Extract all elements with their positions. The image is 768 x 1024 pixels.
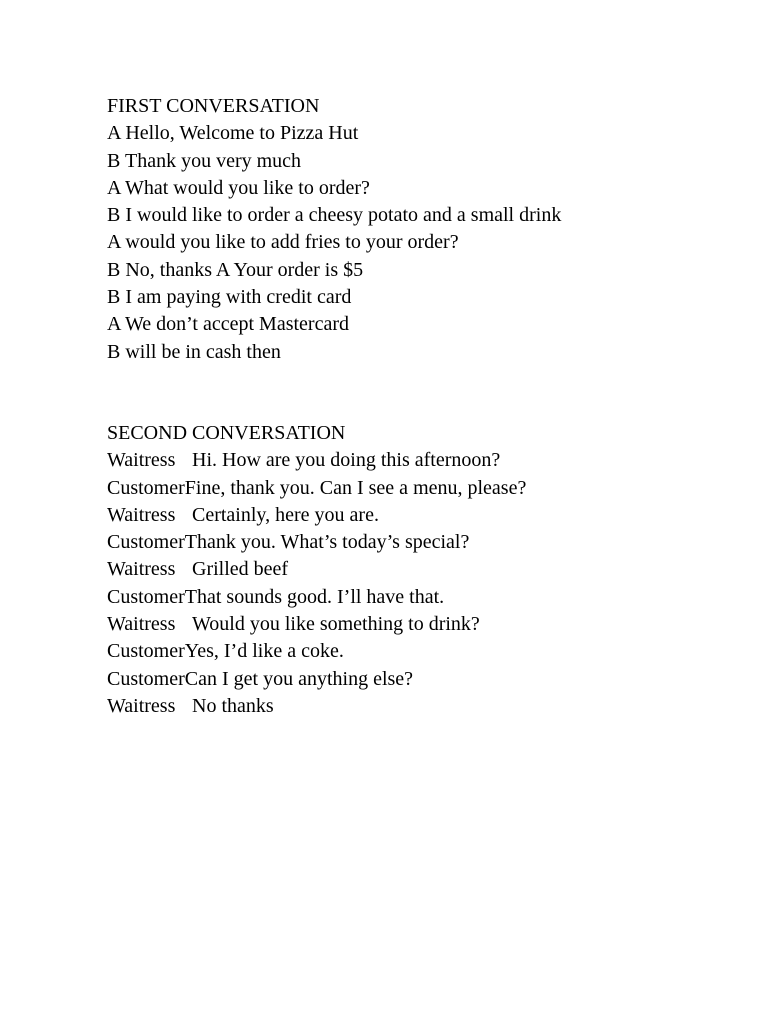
dialogue-text: Would you like something to drink? <box>192 613 480 636</box>
dialogue-text: would you like to add fries to your order? <box>125 231 459 254</box>
speaker-label: Waitress <box>107 613 176 636</box>
first-conversation-heading: FIRST CONVERSATION <box>107 95 320 117</box>
dialogue-text: I am paying with credit card <box>125 286 352 309</box>
dialogue-line <box>107 475 747 502</box>
speaker-label: Customer <box>107 531 185 554</box>
dialogue-text: Thank you. What’s today’s special? <box>184 531 470 554</box>
dialogue-text: Can I get you anything else? <box>184 667 414 690</box>
dialogue-line <box>107 148 747 175</box>
speaker-label: A <box>107 231 121 254</box>
speaker-label: B <box>107 149 121 172</box>
dialogue-line <box>107 175 747 202</box>
second-conversation-heading: SECOND CONVERSATION <box>107 422 346 444</box>
dialogue-text: We don’t accept Mastercard <box>124 313 350 336</box>
dialogue-text: Yes, I’d like a coke. <box>184 640 344 663</box>
speaker-label: Customer <box>107 476 185 499</box>
dialogue-text: Hello, Welcome to Pizza Hut <box>125 122 359 145</box>
dialogue-line <box>107 447 747 474</box>
speaker-label: B <box>107 286 121 309</box>
dialogue-line <box>107 257 747 284</box>
speaker-label: Waitress <box>107 449 176 472</box>
dialogue-line <box>107 611 747 638</box>
dialogue-line <box>107 284 747 311</box>
speaker-label: Customer <box>107 585 185 608</box>
first-conversation <box>107 93 747 366</box>
second-conversation <box>107 420 747 720</box>
speaker-label: Customer <box>107 640 185 663</box>
dialogue-text: What would you like to order? <box>124 176 370 199</box>
dialogue-text: No thanks <box>192 694 274 717</box>
dialogue-line <box>107 666 747 693</box>
speaker-label: A <box>107 176 121 199</box>
dialogue-line <box>107 502 747 529</box>
dialogue-text: Fine, thank you. Can I see a menu, please? <box>184 476 527 499</box>
dialogue-line <box>107 202 747 229</box>
dialogue-line <box>107 229 747 256</box>
dialogue-line <box>107 120 747 147</box>
dialogue-text: No, thanks A Your order is $5 <box>125 258 364 281</box>
dialogue-text: I would like to order a cheesy potato and a small drink <box>125 204 562 227</box>
dialogue-text: Thank you very much <box>124 149 302 172</box>
dialogue-line <box>107 638 747 665</box>
dialogue-line <box>107 529 747 556</box>
dialogue-line <box>107 556 747 583</box>
speaker-label: Waitress <box>107 694 176 717</box>
speaker-label: A <box>107 122 121 145</box>
dialogue-line <box>107 584 747 611</box>
dialogue-line <box>107 339 747 366</box>
speaker-label: B <box>107 340 121 363</box>
dialogue-text: Grilled beef <box>192 558 289 581</box>
speaker-label: B <box>107 258 121 281</box>
speaker-label: B <box>107 204 121 227</box>
dialogue-line <box>107 311 747 338</box>
speaker-label: Customer <box>107 667 185 690</box>
dialogue-text: That sounds good. I’ll have that. <box>184 585 445 608</box>
speaker-label: Waitress <box>107 503 176 526</box>
dialogue-text: will be in cash then <box>125 340 281 363</box>
dialogue-text: Hi. How are you doing this afternoon? <box>192 449 501 472</box>
dialogue-line <box>107 693 747 720</box>
speaker-label: Waitress <box>107 558 176 581</box>
dialogue-text: Certainly, here you are. <box>192 503 379 526</box>
speaker-label: A <box>107 313 121 336</box>
